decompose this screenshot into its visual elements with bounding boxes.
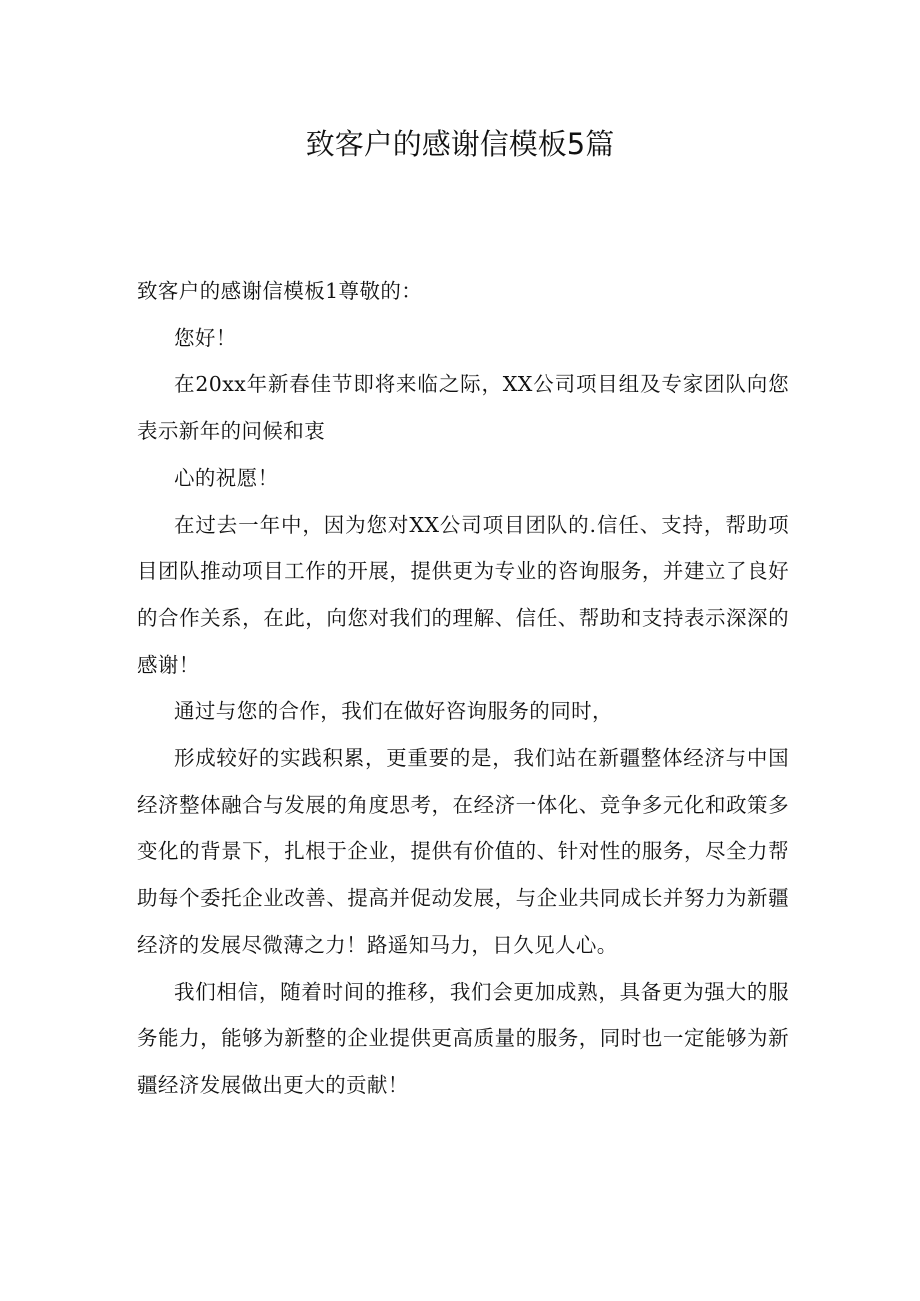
paragraph-new-year: 在20xx年新春佳节即将来临之际，XX公司项目组及专家团队向您表示新年的问候和衷 <box>137 372 789 444</box>
paragraph-thanks: 在过去一年中，因为您对XX公司项目团队的.信任、支持，帮助项目团队推动项目工作的开展，提供更为专业的咨询服务，并建立了良好的合作关系，在此，向您对我们的理解、信任、帮助和支持表示深深的感谢！ <box>137 512 789 677</box>
greeting-line: 致客户的感谢信模板1尊敬的： <box>137 279 423 303</box>
letter-body <box>137 268 789 1109</box>
paragraph-cooperation: 通过与您的合作，我们在做好咨询服务的同时， <box>174 699 613 724</box>
paragraph-future: 我们相信，随着时间的推移，我们会更加成熟，具备更为强大的服务能力，能够为新整的企业提供更高质量的服务，同时也一定能够为新疆经济发展做出更大的贡献！ <box>137 979 789 1097</box>
paragraph-wishes: 心的祝愿！ <box>174 465 279 490</box>
salutation: 您好！ <box>174 325 237 350</box>
paragraph-practice: 形成较好的实践积累，更重要的是，我们站在新疆整体经济与中国经济整体融合与发展的角度思考，在经济一体化、竞争多元化和政策多变化的背景下，扎根于企业，提供有价值的、针对性的服务，尽全力帮助每个委托企业改善、提高并促动发展，与企业共同成长并努力为新疆经济的发展尽微薄之力！路遥知马力，日久见人心。 <box>137 746 789 957</box>
document-title: 致客户的感谢信模板5篇 <box>305 127 615 161</box>
